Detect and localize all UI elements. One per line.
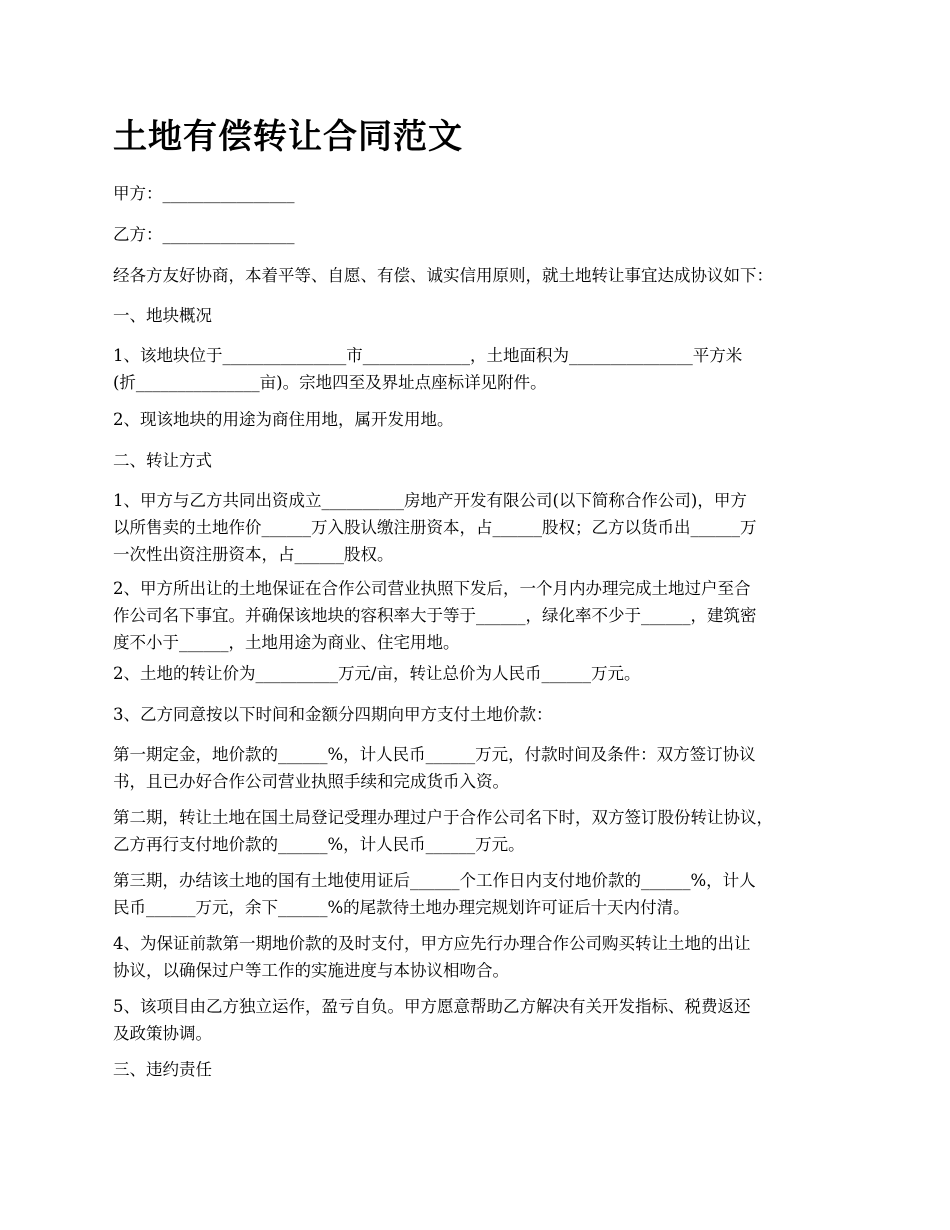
text-line: 及政策协调。 [113,1024,212,1043]
payment-stage-paragraph [113,804,853,858]
text-line: 以所售卖的土地作价______万入股认缴注册资本，占______股权；乙方以货币出______万 [113,518,757,537]
payment-stage-paragraph [113,741,853,795]
text-line: 度不小于______，土地用途为商业、住宅用地。 [113,633,460,652]
text-line: 乙方：________________ [113,225,295,244]
text-line: 书，且已办好合作公司营业执照手续和完成货币入资。 [113,772,509,791]
text-line: 第三期，办结该土地的国有土地使用证后______个工作日内支付地价款的______%，计人 [113,871,756,890]
text-line: 2、土地的转让价为__________万元/亩，转让总价为人民币______万元。 [113,664,641,683]
section-heading-3 [113,1056,853,1083]
clause-paragraph [113,575,853,656]
text-line: 2、甲方所出让的土地保证在合作公司营业执照下发后，一个月内办理完成土地过户至合 [113,579,751,598]
text-line: (折_______________亩)。宗地四至及界址点座标详见附件。 [113,373,547,392]
text-line: 作公司名下事宜。并确保该地块的容积率大于等于______，绿化率不少于______，建筑密 [113,606,757,625]
text-line: 1、甲方与乙方共同出资成立__________房地产开发有限公司(以下简称合作公司)，甲方 [113,491,747,510]
text-line: 经各方友好协商，本着平等、自愿、有偿、诚实信用原则，就土地转让事宜达成协议如下： [113,266,773,285]
text-line: 2、现该地块的用途为商住用地，属开发用地。 [113,410,454,429]
text-line: 1、该地块位于_______________市_____________，土地面积为_______________平方米 [113,346,743,365]
text-line: 甲方：________________ [113,184,295,203]
party-b-line [113,221,853,248]
document-title: 土地有偿转让合同范文 [113,117,463,157]
section-heading-2 [113,447,853,474]
text-line: 5、该项目由乙方独立运作，盈亏自负。甲方愿意帮助乙方解决有关开发指标、税费返还 [113,997,751,1016]
clause-paragraph [113,930,853,984]
preamble-paragraph [113,262,853,289]
text-line: 4、为保证前款第一期地价款的及时支付，甲方应先行办理合作公司购买转让土地的出让 [113,934,751,953]
clause-paragraph [113,487,853,568]
text-line: 一次性出资注册资本，占______股权。 [113,545,394,564]
section-heading-1 [113,302,853,329]
text-line: 3、乙方同意按以下时间和金额分四期向甲方支付土地价款： [113,705,553,724]
text-line: 三、违约责任 [113,1060,212,1079]
payment-stage-paragraph [113,867,853,921]
clause-paragraph [113,993,853,1047]
clause-paragraph [113,660,853,687]
text-line: 协议，以确保过户等工作的实施进度与本协议相吻合。 [113,961,509,980]
text-line: 民币______万元，余下______%的尾款待土地办理完规划许可证后十天内付清。 [113,898,690,917]
text-line: 第一期定金，地价款的______%，计人民币______万元，付款时间及条件：双方签订协议 [113,745,756,764]
text-line: 乙方再行支付地价款的______%，计人民币______万元。 [113,835,525,854]
text-line: 一、地块概况 [113,306,212,325]
text-line: 二、转让方式 [113,451,212,470]
party-a-line [113,180,853,207]
clause-paragraph [113,342,853,396]
clause-paragraph [113,406,853,433]
text-line: 第二期，转让土地在国土局登记受理办理过户于合作公司名下时，双方签订股份转让协议， [113,808,773,827]
clause-paragraph [113,701,853,728]
